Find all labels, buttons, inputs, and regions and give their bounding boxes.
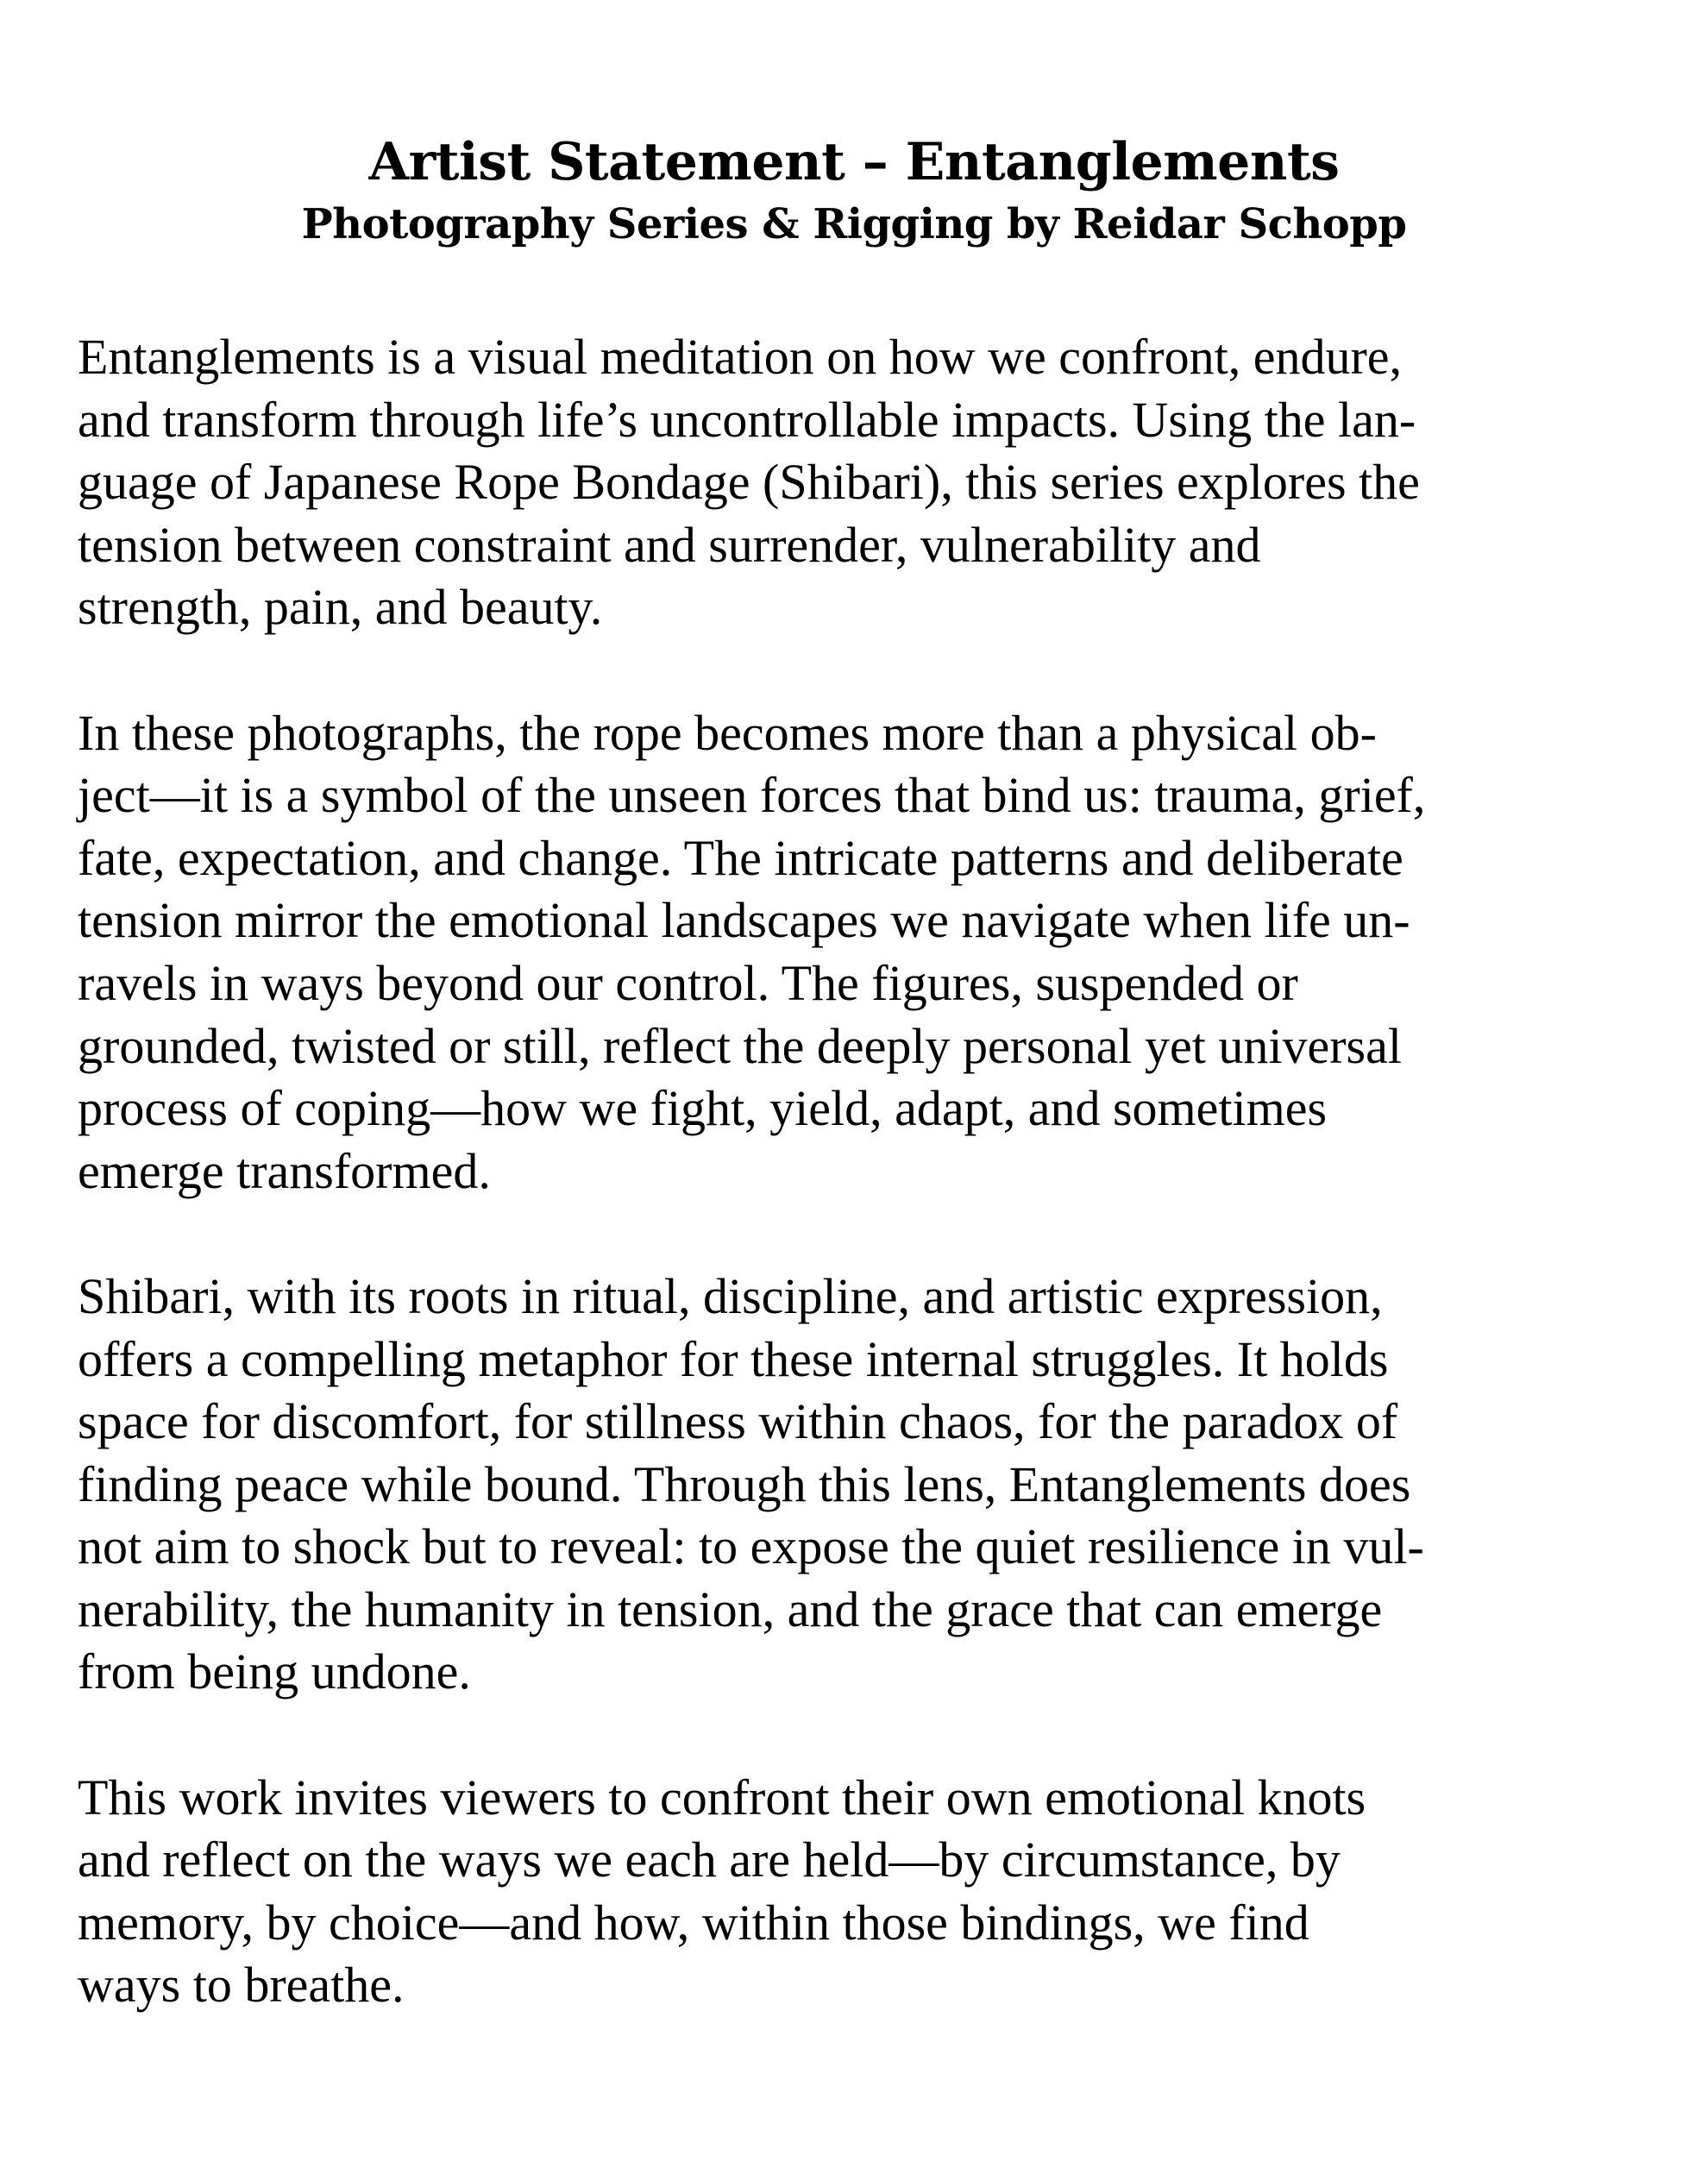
text-line: memory, by choice—and how, within those bindings, we find <box>78 1894 1309 1951</box>
paragraph-1 <box>78 326 1648 639</box>
document-title: Artist Statement – Entanglements <box>368 132 1340 192</box>
text-line: In these photographs, the rope becomes more than a physical ob- <box>78 704 1377 761</box>
document-header <box>0 128 1708 252</box>
paragraph-4 <box>78 1767 1648 2017</box>
text-line: and transform through life’s uncontrollable impacts. Using the lan- <box>78 391 1416 448</box>
text-line: emerge transformed. <box>78 1142 491 1199</box>
document-subtitle: Photography Series & Rigging by Reidar Schopp <box>301 200 1407 248</box>
text-line: tension mirror the emotional landscapes we navigate when life un- <box>78 892 1410 949</box>
text-line: from being undone. <box>78 1643 471 1700</box>
paragraph-2 <box>78 702 1648 1203</box>
document-body <box>78 326 1648 2080</box>
text-line: space for discomfort, for stillness within chaos, for the paradox of <box>78 1393 1398 1450</box>
text-line: offers a compelling metaphor for these internal struggles. It holds <box>78 1330 1389 1387</box>
text-line: This work invites viewers to confront their own emotional knots <box>78 1769 1366 1825</box>
text-line: finding peace while bound. Through this lens, Entanglements does <box>78 1455 1411 1512</box>
text-line: and reflect on the ways we each are held—by circumstance, by <box>78 1832 1341 1888</box>
text-line: Shibari, with its roots in ritual, discipline, and artistic expression, <box>78 1267 1383 1324</box>
text-line: fate, expectation, and change. The intricate patterns and deliberate <box>78 829 1403 886</box>
text-line: process of coping—how we fight, yield, adapt, and sometimes <box>78 1080 1328 1137</box>
text-line: not aim to shock but to reveal: to expose the quiet resilience in vul- <box>78 1518 1424 1575</box>
text-line: nerability, the humanity in tension, and the grace that can emerge <box>78 1580 1383 1637</box>
text-line: ject—it is a symbol of the unseen forces that bind us: trauma, grief, <box>78 767 1426 824</box>
text-line: ravels in ways beyond our control. The figures, suspended or <box>78 954 1298 1011</box>
text-line: ways to breathe. <box>78 1957 405 2014</box>
text-line: strength, pain, and beauty. <box>78 579 603 636</box>
paragraph-3 <box>78 1266 1648 1704</box>
text-line: Entanglements is a visual meditation on how we confront, endure, <box>78 329 1403 385</box>
text-line: grounded, twisted or still, reflect the deeply personal yet universal <box>78 1017 1402 1074</box>
text-line: tension between constraint and surrender, vulnerability and <box>78 516 1261 573</box>
text-line: guage of Japanese Rope Bondage (Shibari), this series explores the <box>78 454 1420 511</box>
